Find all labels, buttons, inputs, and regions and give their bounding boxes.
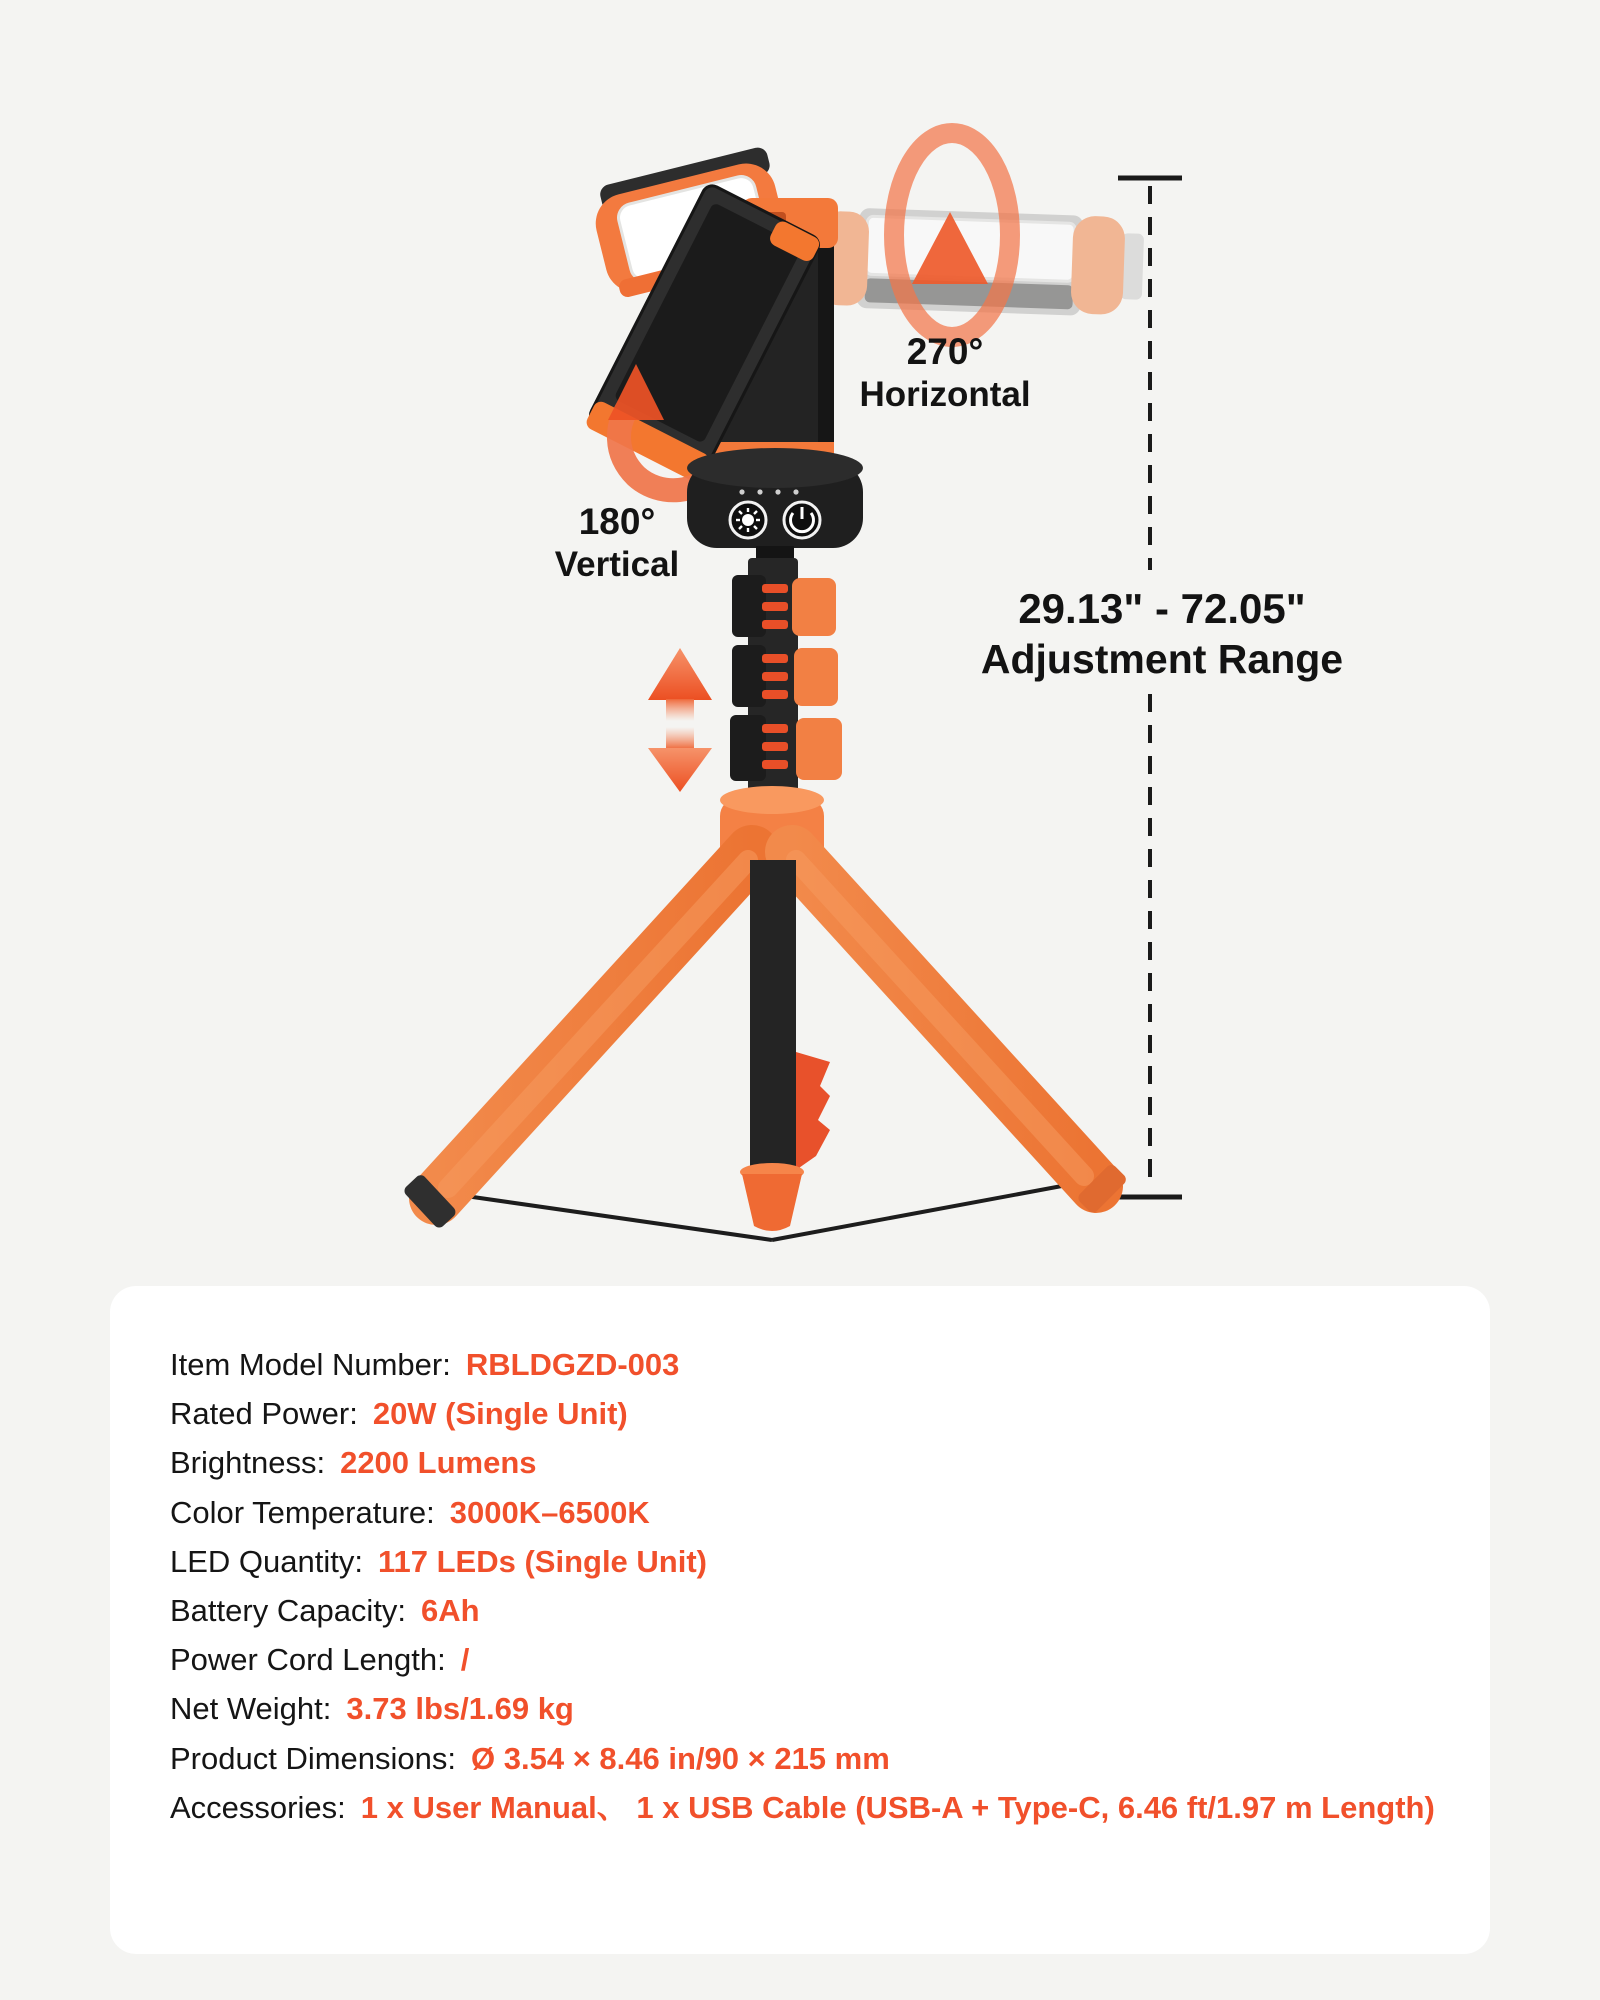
spec-label: Power Cord Length: [170,1642,446,1678]
horizontal-rotation-angle: 270° [906,331,984,372]
vertical-rotation-angle: 180° [578,501,656,542]
spec-value: 20W (Single Unit) [372,1396,628,1432]
power-icon [784,502,820,538]
adjustment-range-value: 29.13" - 72.05" [1018,585,1306,632]
spec-value: / [460,1642,470,1678]
up-down-arrows-icon [648,648,712,792]
spec-label: Product Dimensions: [170,1740,457,1776]
pole-clamp [732,645,838,707]
spec-row-battery-capacity [170,1586,1430,1635]
measurement-line [1118,178,1182,1197]
horizontal-rotation-label: Horizontal [859,375,1031,414]
spec-label: Item Model Number: [170,1347,451,1382]
spec-row-net-weight [170,1684,1430,1733]
spec-label: Brightness: [170,1445,326,1481]
spec-label: Color Temperature: [170,1494,435,1530]
spec-row-brightness [170,1438,1430,1487]
spec-value: 1 x User Manual、 1 x USB Cable (USB-A + Type-C, 6.46 ft/1.97 m Length) [360,1789,1435,1825]
spec-card [110,1286,1490,1954]
spec-row-dimensions [170,1734,1430,1783]
spec-row-power-cord [170,1635,1430,1684]
spec-value: Ø 3.54 × 8.46 in/90 × 215 mm [471,1740,890,1776]
vertical-rotation-label: Vertical [554,545,680,584]
spec-label: Net Weight: [170,1691,332,1727]
spec-row-led-quantity [170,1537,1430,1586]
spec-row-rated-power [170,1389,1430,1438]
spec-row-color-temperature [170,1488,1430,1537]
adjustment-range-label: Adjustment Range [980,636,1344,682]
telescoping-pole [730,546,842,826]
spec-row-accessories [170,1783,1435,1832]
spec-value: RBLDGZD-003 [465,1347,680,1382]
spec-label: LED Quantity: [170,1543,363,1579]
spec-label: Accessories: [170,1789,346,1825]
horizontal-rotation-callout [795,330,1095,416]
vertical-rotation-callout [467,500,767,586]
spec-label: Rated Power: [170,1396,358,1432]
spec-row-model-number [170,1340,1430,1389]
spec-value: 3000K–6500K [449,1494,650,1530]
spec-value: 3.73 lbs/1.69 kg [346,1691,574,1727]
tripod-legs [402,852,1128,1240]
adjustment-range-callout [912,584,1412,684]
spec-value: 2200 Lumens [340,1445,537,1481]
spec-value: 117 LEDs (Single Unit) [377,1543,707,1579]
spec-label: Battery Capacity: [170,1593,407,1629]
spec-value: 6Ah [421,1593,480,1629]
